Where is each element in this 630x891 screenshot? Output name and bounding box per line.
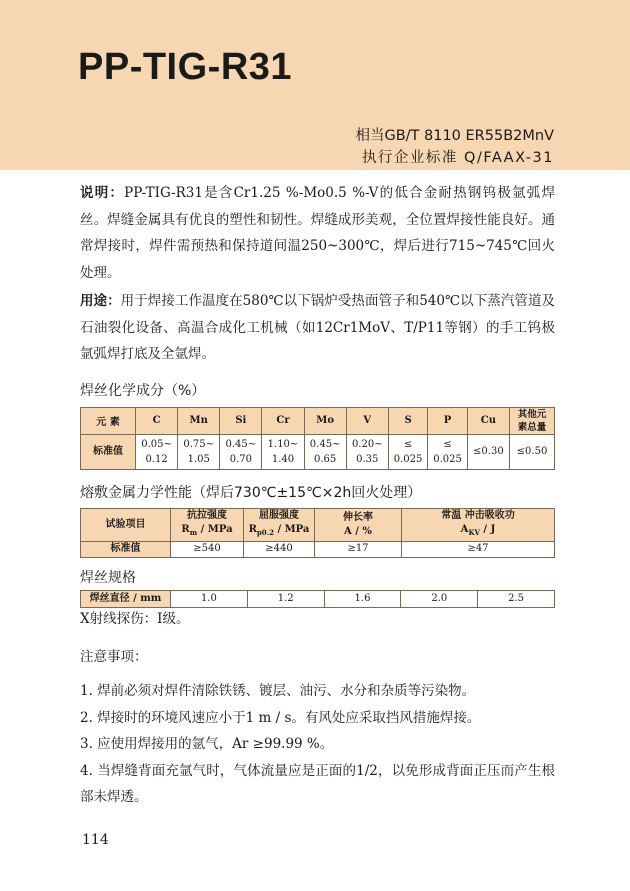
diameter-2-0: 2.0 — [401, 590, 478, 607]
impact-value: ≥47 — [402, 541, 555, 557]
diameter-1-0: 1.0 — [171, 590, 248, 607]
chemical-value-row — [81, 434, 555, 469]
xray-inspection: X射线探伤：Ⅰ级。 — [80, 610, 190, 627]
element-v: V — [346, 407, 388, 434]
usage-paragraph — [80, 288, 555, 368]
element-si: Si — [220, 407, 262, 434]
diameter-1-6: 1.6 — [324, 590, 401, 607]
description-paragraph — [80, 180, 555, 286]
mechanical-std-label: 标准值 — [81, 541, 171, 557]
tensile-header: 抗拉强度 $R_m$ / MPa — [171, 508, 244, 541]
value-si: 0.45~ 0.70 — [220, 434, 262, 469]
diameter-1-2: 1.2 — [247, 590, 324, 607]
mechanical-value-row — [81, 541, 555, 557]
mechanical-table — [80, 508, 555, 558]
usage-label: 用途： — [80, 293, 121, 309]
chemical-section-title: 焊丝化学成分（%） — [80, 382, 206, 399]
element-mn: Mn — [178, 407, 220, 434]
elongation-value: ≥17 — [315, 541, 402, 557]
element-cu: Cu — [467, 407, 509, 434]
element-mo: Mo — [304, 407, 346, 434]
enterprise-standard: 执行企业标准 Q/FAAX-31 — [361, 150, 554, 166]
content — [80, 180, 555, 811]
chemical-std-label: 标准值 — [81, 434, 136, 469]
element-row-label: 元 素 — [81, 407, 136, 434]
spec-section-title: 焊丝规格 — [80, 569, 136, 586]
notes-title: 注意事项： — [80, 648, 148, 665]
element-cr: Cr — [262, 407, 304, 434]
value-mn: 0.75~ 1.05 — [178, 434, 220, 469]
note-item: 1. 焊前必须对焊件清除铁锈、镀层、油污、水分和杂质等污染物。 — [80, 683, 476, 699]
page-number: 114 — [82, 832, 109, 848]
impact-header: 常温 冲击吸收功 $A_{KV}$ / J — [402, 508, 555, 541]
element-p: P — [428, 407, 467, 434]
chemical-table — [80, 407, 555, 470]
value-v: 0.20~ 0.35 — [346, 434, 388, 469]
tensile-value: ≥540 — [171, 541, 244, 557]
yield-value: ≥440 — [244, 541, 315, 557]
page-title: PP-TIG-R31 — [78, 46, 293, 88]
spec-row — [81, 590, 555, 607]
standard-equivalent: 相当GB/T 8110 ER55B2MnV — [355, 128, 554, 144]
mechanical-section-title: 熔敷金属力学性能（焊后730℃±15℃×2h回火处理） — [80, 484, 422, 501]
spec-table — [80, 590, 555, 608]
diameter-2-5: 2.5 — [478, 590, 555, 607]
chemical-header-row — [81, 407, 555, 434]
mechanical-header-row — [81, 508, 555, 541]
yield-header: 屈服强度 $R_{p0.2}$ / MPa — [244, 508, 315, 541]
element-c: C — [136, 407, 178, 434]
value-others: ≤0.50 — [510, 434, 555, 469]
diameter-label: 焊丝直径 / mm — [81, 590, 171, 607]
usage-text: 用于焊接工作温度在580℃以下锅炉受热面管子和540℃以下蒸汽管道及石油裂化设备、高温合成化工机械（如12Cr1MoV、T/P11等钢）的手工钨极氩弧焊打底及全氩焊。 — [80, 293, 555, 362]
description-label: 说明： — [80, 185, 125, 201]
note-item: 3. 应使用焊接用的氩气，Ar ≥99.99 %。 — [80, 736, 334, 752]
element-others: 其他元 素总量 — [510, 407, 555, 434]
notes-section — [80, 644, 555, 811]
description-text: PP-TIG-R31是含Cr1.25 %-Mo0.5 %-V的低合金耐热钢钨极氩弧焊丝。焊缝金属具有优良的塑性和韧性。焊缝成形美观，全位置焊接性能良好。通常焊接时，焊件需预热和保持道间温250~300℃，焊后进行715~745℃回火处理。 — [80, 185, 555, 281]
note-item: 2. 焊接时的环境风速应小于1 m / s。有风处应采取挡风措施焊接。 — [80, 709, 481, 726]
note-item: 4. 当焊缝背面充氩气时，气体流量应是正面的1/2，以免形成背面正压而产生根部未焊透。 — [80, 762, 555, 805]
value-mo: 0.45~ 0.65 — [304, 434, 346, 469]
test-item-header: 试验项目 — [81, 508, 171, 541]
elongation-header: 伸长率 A / % — [315, 508, 402, 541]
value-s: ≤ 0.025 — [388, 434, 427, 469]
value-c: 0.05~ 0.12 — [136, 434, 178, 469]
value-p: ≤ 0.025 — [428, 434, 467, 469]
element-s: S — [388, 407, 427, 434]
value-cr: 1.10~ 1.40 — [262, 434, 304, 469]
value-cu: ≤0.30 — [467, 434, 509, 469]
